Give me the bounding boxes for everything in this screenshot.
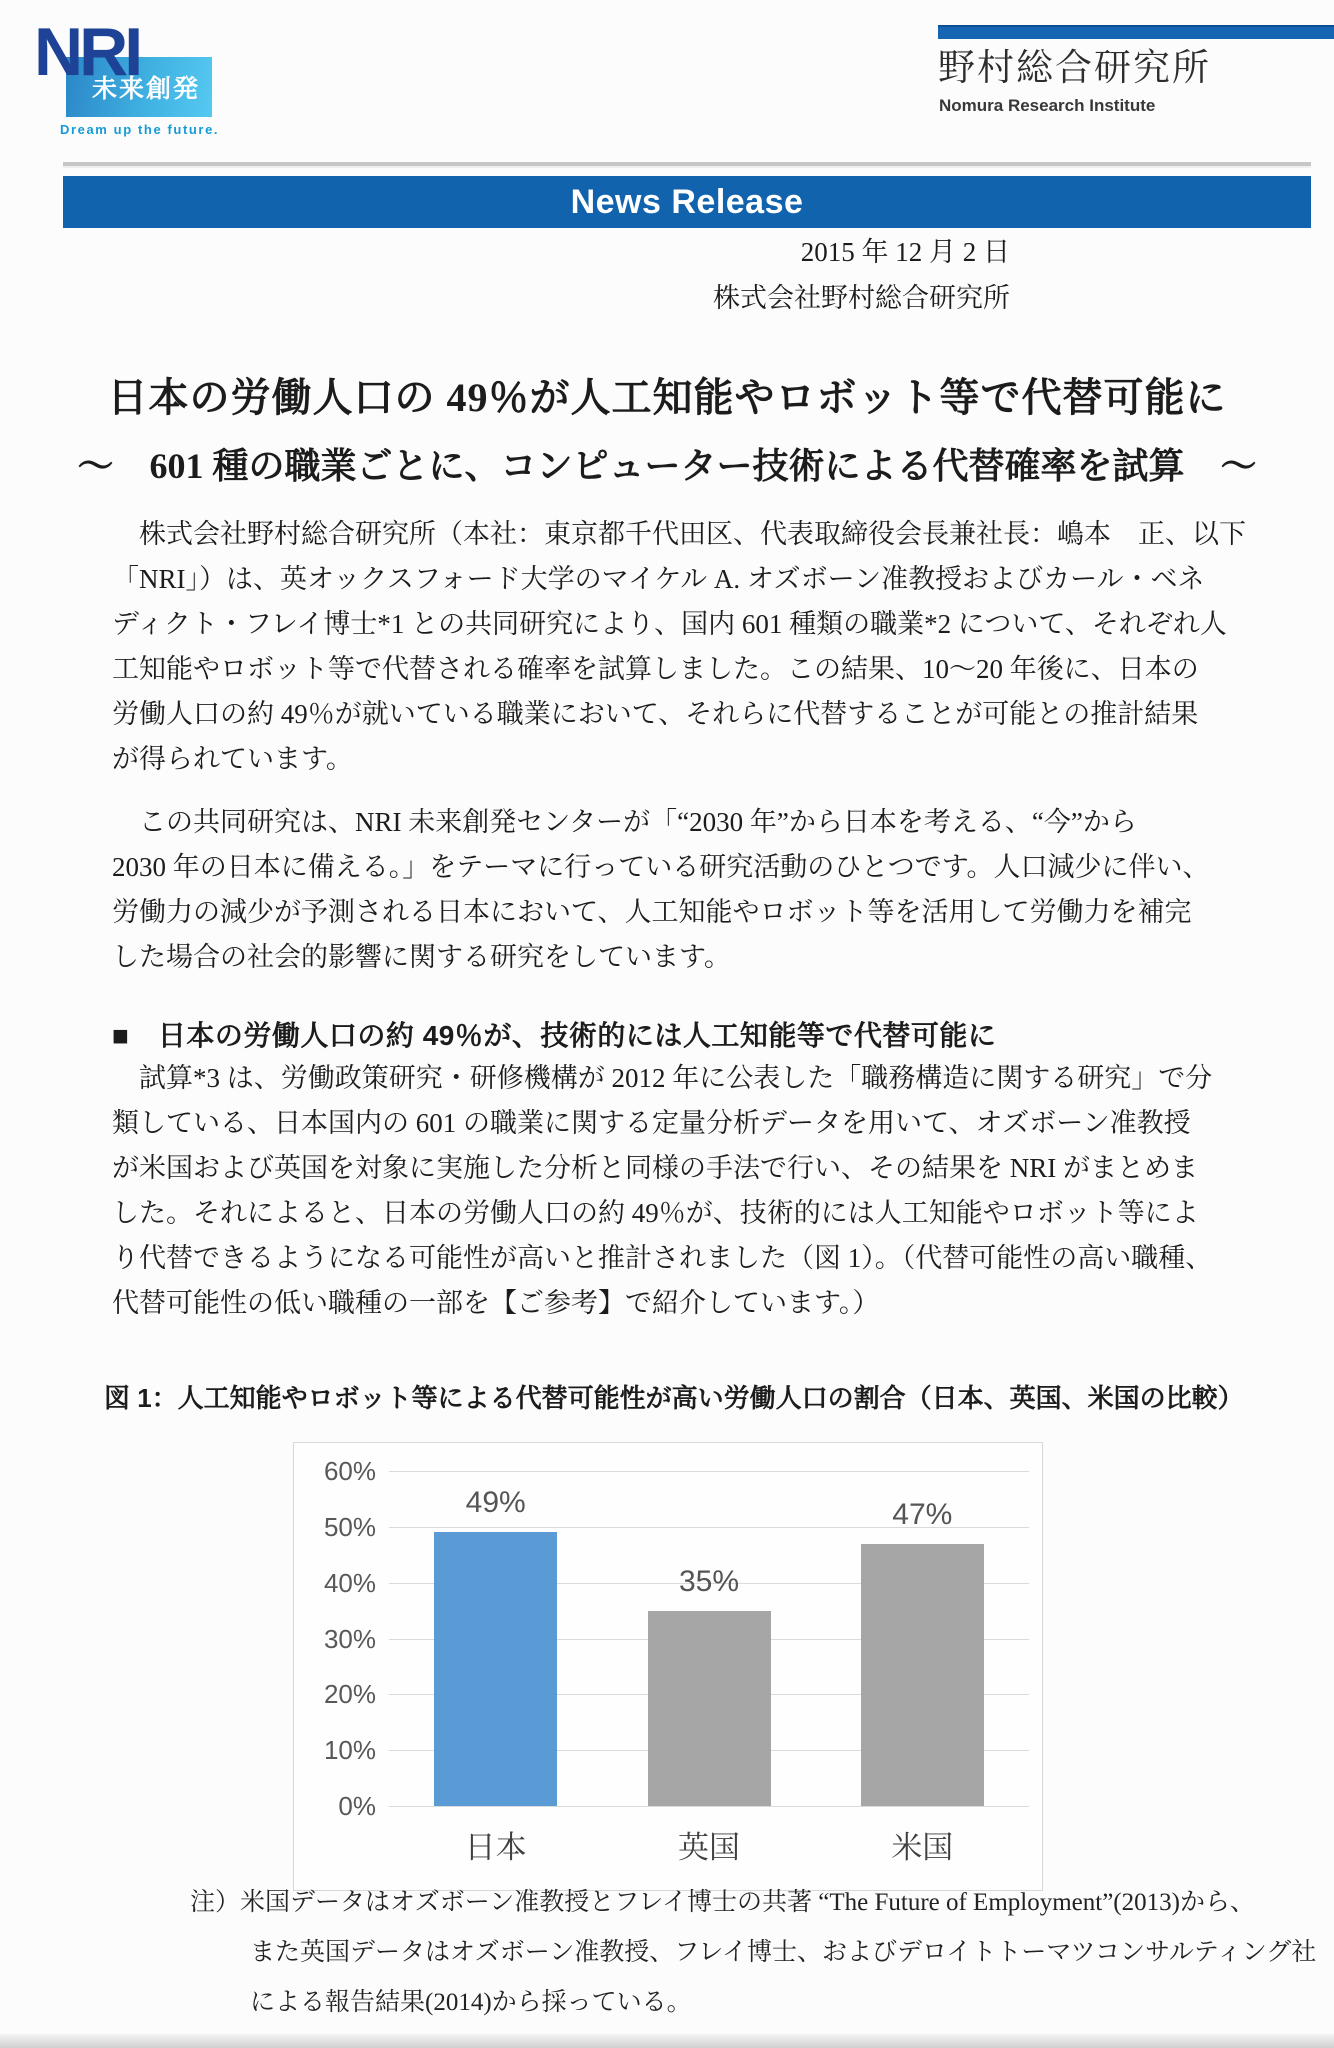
- text-line: 類している、日本国内の 601 の職業に関する定量分析データを用いて、オズボーン准教授: [112, 1108, 1191, 1138]
- bar-value-label: 35%: [678, 1564, 740, 1598]
- text-line: が米国および英国を対象に実施した分析と同様の手法で行い、その結果を NRI がまとめま: [112, 1153, 1198, 1183]
- y-axis-tick-label: 30%: [323, 1623, 376, 1654]
- text-line: した場合の社会的影響に関する研究をしています。: [112, 942, 731, 972]
- text-line: 株式会社野村総合研究所（本社：東京都千代田区、代表取締役会長兼社長：嶋本 正、以下: [112, 519, 1246, 549]
- logo-tagline-jp: 未来創発: [91, 75, 200, 103]
- text-line: 「NRI」）は、英オックスフォード大学のマイケル A. オズボーン准教授およびカール・ベネ: [112, 564, 1205, 594]
- note-line: による報告結果(2014)から採っている。: [250, 1989, 692, 2016]
- text-line: 代替可能性の低い職種の一部を【ご参考】で紹介しています。）: [112, 1288, 880, 1318]
- bar-value-label: 49%: [465, 1486, 526, 1520]
- category-label: 日本: [464, 1830, 527, 1865]
- body-paragraph-3: [112, 1056, 1252, 1326]
- category-label: 米国: [891, 1830, 954, 1865]
- figure-notes: [190, 1878, 1316, 2028]
- page-title: 日本の労働人口の 49％が人工知能やロボット等で代替可能に: [107, 375, 1227, 420]
- text-line: 労働人口の約 49％が就いている職業において、それらに代替することが可能との推計結果: [112, 699, 1199, 729]
- divider-rule: [63, 162, 1311, 168]
- y-axis-tick-label: 50%: [323, 1511, 376, 1542]
- note-line: 注）米国データはオズボーン准教授とフレイ博士の共著 “The Future of Employment”(2013)から、: [190, 1889, 1255, 1916]
- chart-bar-日本: [434, 1532, 557, 1806]
- release-date: 2015 年 12 月 2 日: [800, 237, 1010, 267]
- text-line: この共同研究は、NRI 未来創発センターが「“2030 年”から日本を考える、“今”から: [112, 807, 1137, 837]
- company-name-jp: 野村総合研究所: [938, 47, 1211, 88]
- text-line: した。それによると、日本の労働人口の約 49％が、技術的には人工知能やロボット等によ: [112, 1198, 1199, 1228]
- chart-bar-米国: [861, 1544, 984, 1806]
- note-line: また英国データはオズボーン准教授、フレイ博士、およびデロイトトーマツコンサルティング社: [250, 1939, 1317, 1966]
- text-line: が得られています。: [112, 744, 353, 774]
- text-line: 2030 年の日本に備える。」をテーマに行っている研究活動のひとつです。人口減少に伴い、: [112, 852, 1210, 882]
- company-name-en: Nomura Research Institute: [939, 96, 1156, 115]
- category-label: 英国: [677, 1830, 740, 1865]
- y-axis-tick-label: 10%: [323, 1735, 376, 1766]
- chart-bar-英国: [648, 1611, 771, 1806]
- y-axis-tick-label: 0%: [338, 1791, 376, 1821]
- body-paragraph-2: [112, 800, 1252, 980]
- chart-gridline: [389, 1806, 1029, 1807]
- page-subtitle: ～ 601 種の職業ごとに、コンピューター技術による代替確率を試算 ～: [77, 446, 1257, 486]
- text-line: ディクト・フレイ博士*1 との共同研究により、国内 601 種類の職業*2 について、それぞれ人: [112, 609, 1227, 639]
- text-line: 労働力の減少が予測される日本において、人工知能やロボット等を活用して労働力を補完: [112, 897, 1192, 927]
- y-axis-tick-label: 60%: [323, 1456, 376, 1486]
- bar-value-label: 47%: [892, 1497, 953, 1531]
- logo-tagline-en: Dream up the future.: [60, 122, 220, 137]
- issuer-name: 株式会社野村総合研究所: [713, 283, 1010, 313]
- figure-caption: 図 1：人工知能やロボット等による代替可能性が高い労働人口の割合（日本、英国、米国の比較）: [104, 1383, 1244, 1413]
- header-accent-bar: [938, 25, 1334, 39]
- y-axis-tick-label: 40%: [323, 1567, 376, 1598]
- text-line: り代替できるようになる可能性が高いと推計されました（図 1）。（代替可能性の高い職種、: [112, 1243, 1213, 1273]
- scan-bottom-edge: [0, 2034, 1334, 2048]
- news-release-banner: News Release: [63, 176, 1311, 228]
- y-axis-tick-label: 20%: [323, 1679, 376, 1710]
- nri-logo-text: NRI: [34, 14, 140, 90]
- text-line: 工知能やロボット等で代替される確率を試算しました。この結果、10～20 年後に、日本の: [112, 654, 1199, 684]
- body-paragraph-1: [112, 512, 1252, 782]
- figure1-bar-chart: [293, 1442, 1043, 1891]
- chart-gridline: [389, 1471, 1029, 1472]
- text-line: 試算*3 は、労働政策研究・研修機構が 2012 年に公表した「職務構造に関する研究」で分: [112, 1063, 1213, 1093]
- section-heading: ■ 日本の労働人口の約 49％が、技術的には人工知能等で代替可能に: [112, 1020, 997, 1051]
